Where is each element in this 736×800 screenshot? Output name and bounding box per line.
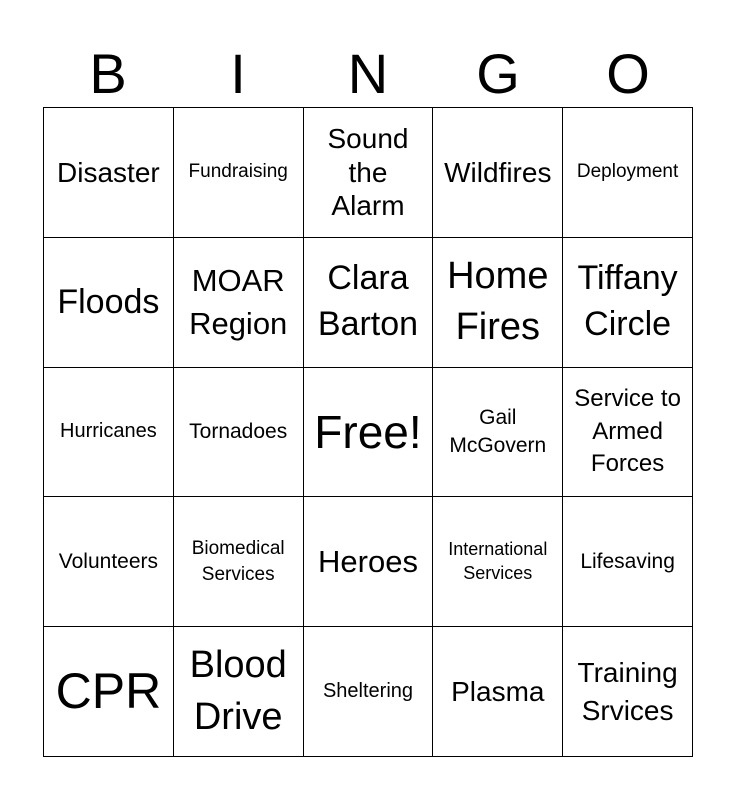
cell-text: Clara Barton [317,259,419,344]
cell-text: Volunteers [58,549,159,573]
bingo-cell-r1c1[interactable] [44,108,174,238]
cell-text: CPR [55,662,162,719]
bingo-cell-r4c2[interactable] [174,497,304,627]
bingo-cell-r4c3[interactable] [304,497,434,627]
cell-text: Disaster [57,156,160,188]
cell-text: Home Fires [447,254,549,349]
cell-text: International Services [448,539,548,583]
bingo-cell-r3c5[interactable] [563,368,693,498]
bingo-cell-r3c1[interactable] [44,368,174,498]
bingo-board [43,107,693,757]
bingo-cell-r4c1[interactable] [44,497,174,627]
header-letter-i: I [230,42,246,105]
cell-text: Free! [314,405,422,458]
cell-text: Deployment [576,161,679,183]
header-letter-n: N [347,42,389,105]
bingo-cell-r5c2[interactable] [174,627,304,757]
header-letter-o: O [606,42,650,105]
cell-text: Fundraising [188,161,288,183]
bingo-cell-r5c4[interactable] [433,627,563,757]
cell-text: Hurricanes [60,420,157,443]
bingo-cell-r2c4[interactable] [433,238,563,368]
cell-text: Wildfires [444,156,552,188]
cell-text: Tiffany Circle [577,259,678,344]
bingo-cell-r1c3[interactable] [304,108,434,238]
header-letter-b: B [89,42,127,105]
cell-text: Heroes [318,543,418,579]
bingo-cell-r2c2[interactable] [174,238,304,368]
bingo-cell-r5c1[interactable] [44,627,174,757]
bingo-cell-r1c5[interactable] [563,108,693,238]
bingo-cell-r3c3[interactable] [304,368,434,498]
bingo-cell-r1c2[interactable] [174,108,304,238]
cell-text: MOAR Region [189,262,288,342]
header-letter-g: G [476,42,520,105]
cell-text: Plasma [451,675,545,707]
cell-text: Lifesaving [580,549,675,573]
bingo-cell-r4c4[interactable] [433,497,563,627]
bingo-cell-r2c1[interactable] [44,238,174,368]
bingo-cell-r5c3[interactable] [304,627,434,757]
bingo-cell-r3c2[interactable] [174,368,304,498]
bingo-cell-r2c3[interactable] [304,238,434,368]
cell-text: Tornadoes [189,419,288,443]
bingo-cell-r3c4[interactable] [433,368,563,498]
cell-text: Blood Drive [189,644,287,738]
bingo-cell-r4c5[interactable] [563,497,693,627]
bingo-cell-r2c5[interactable] [563,238,693,368]
cell-text: Training Srvices [577,656,678,726]
cell-text: Floods [57,283,160,322]
cell-text: Gail McGovern [449,405,547,457]
bingo-header [43,40,693,108]
bingo-cell-r1c4[interactable] [433,108,563,238]
cell-text: Service to Armed Forces [574,385,681,478]
cell-text: Sound the Alarm [327,123,409,222]
bingo-cell-r5c5[interactable] [563,627,693,757]
cell-text: Biomedical Services [191,538,285,585]
cell-text: Sheltering [322,680,414,703]
